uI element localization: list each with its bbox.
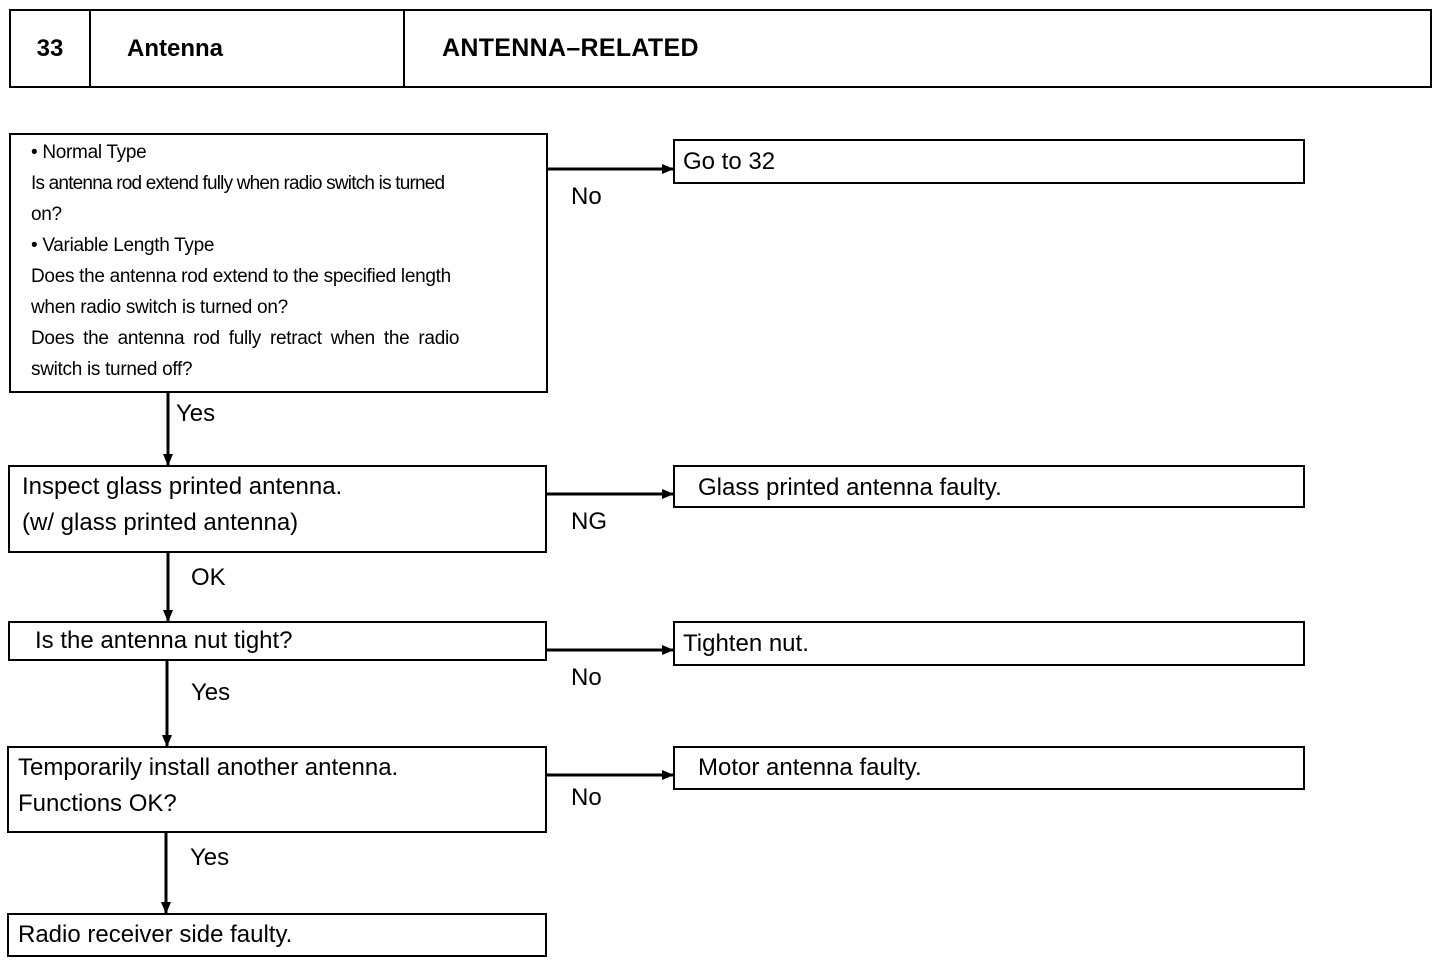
step-temporary-antenna-test — [7, 746, 547, 833]
branch-label-q1-no: No — [571, 183, 602, 210]
branch-label-q1-yes: Yes — [176, 400, 216, 427]
section-number: 33 — [36, 34, 64, 62]
branch-label-q4-yes: Yes — [190, 844, 230, 871]
variable-retract-question-cont: switch is turned off? — [31, 359, 193, 380]
branch-label-q2-ng: NG — [571, 508, 607, 535]
variable-extend-question-cont: when radio switch is turned on? — [31, 297, 288, 318]
step-antenna-extension-check — [9, 133, 548, 393]
inspect-glass-note: (w/ glass printed antenna) — [22, 509, 299, 536]
section-name: Antenna — [127, 34, 223, 62]
inspect-glass-text: Inspect glass printed antenna. — [22, 473, 343, 500]
step-antenna-nut-check — [8, 621, 547, 661]
normal-type-bullet: • Normal Type — [31, 142, 147, 163]
branch-label-q3-no: No — [571, 664, 602, 691]
tighten-nut-text: Tighten nut. — [683, 630, 809, 657]
go-to-32-text: Go to 32 — [683, 148, 776, 175]
normal-type-question-cont: on? — [31, 204, 62, 225]
functions-ok-question: Functions OK? — [18, 790, 177, 817]
temporary-antenna-text: Temporarily install another antenna. — [18, 754, 399, 781]
result-tighten-nut — [673, 621, 1305, 666]
result-go-to-32 — [673, 139, 1305, 184]
result-motor-antenna-faulty — [673, 746, 1305, 790]
page-title: ANTENNA–RELATED — [442, 34, 699, 62]
branch-label-q3-yes: Yes — [191, 679, 231, 706]
antenna-nut-question: Is the antenna nut tight? — [35, 627, 293, 654]
normal-type-question: Is antenna rod extend fully when radio switch is turned — [31, 173, 445, 194]
branch-label-q4-no: No — [571, 784, 602, 811]
variable-length-bullet: • Variable Length Type — [31, 235, 215, 256]
glass-antenna-faulty-text: Glass printed antenna faulty. — [698, 474, 1002, 501]
motor-antenna-faulty-text: Motor antenna faulty. — [698, 754, 922, 781]
variable-retract-question: Does the antenna rod fully retract when the radio — [31, 328, 460, 349]
variable-extend-question: Does the antenna rod extend to the specified length — [31, 266, 451, 287]
branch-label-q2-ok: OK — [191, 564, 226, 591]
result-glass-antenna-faulty — [673, 465, 1305, 508]
result-radio-receiver-faulty — [7, 913, 547, 957]
step-inspect-glass-antenna — [8, 465, 547, 553]
radio-receiver-faulty-text: Radio receiver side faulty. — [18, 921, 293, 948]
